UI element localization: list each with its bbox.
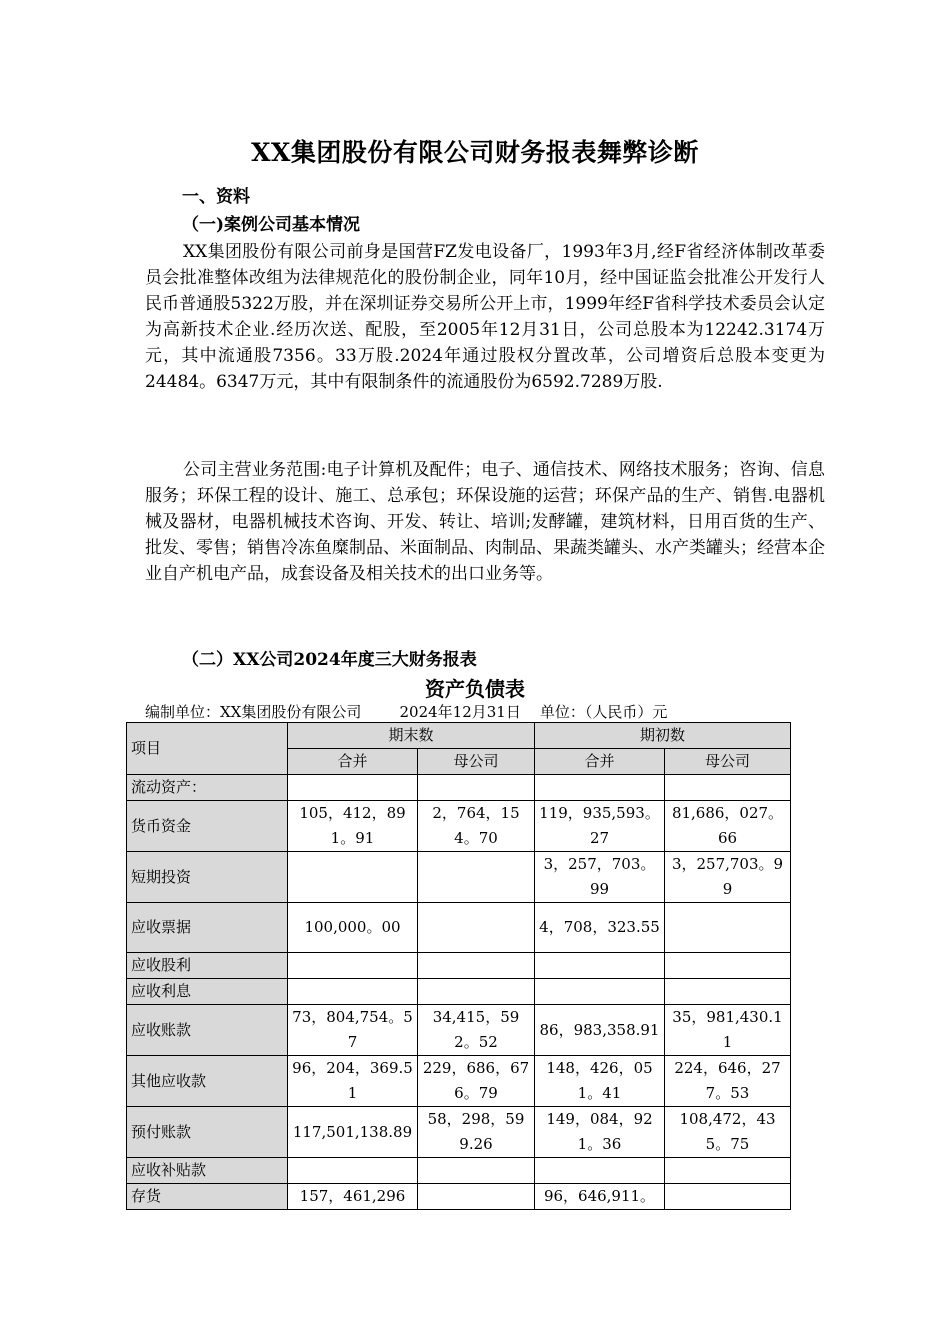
table-row — [127, 801, 791, 852]
cell-end-parent — [418, 852, 535, 903]
cell-begin-parent — [665, 979, 791, 1005]
header-period-begin: 期初数 — [535, 723, 791, 749]
cell-begin-parent — [665, 1184, 791, 1210]
cell-end-parent: 229，686，676。79 — [418, 1056, 535, 1107]
cell-end-parent — [418, 1184, 535, 1210]
cell-begin-parent — [665, 953, 791, 979]
cell-begin-consolidated — [535, 979, 665, 1005]
cell-end-consolidated: 100,000。00 — [288, 903, 418, 953]
row-label: 应收利息 — [127, 979, 288, 1005]
cell-begin-parent — [665, 903, 791, 953]
table-row — [127, 1107, 791, 1158]
cell-begin-consolidated: 86，983,358.91 — [535, 1005, 665, 1056]
cell-begin-parent — [665, 1158, 791, 1184]
table-header-row — [127, 723, 791, 749]
row-label: 流动资产： — [127, 775, 288, 801]
header-begin-parent: 母公司 — [665, 749, 791, 775]
row-label: 应收补贴款 — [127, 1158, 288, 1184]
table-row — [127, 953, 791, 979]
row-label: 短期投资 — [127, 852, 288, 903]
document-title: XX集团股份有限公司财务报表舞弊诊断 — [251, 138, 699, 167]
cell-begin-parent: 3，257,703。99 — [665, 852, 791, 903]
header-period-end: 期末数 — [288, 723, 535, 749]
cell-begin-consolidated — [535, 953, 665, 979]
balance-sheet-title: 资产负债表 — [425, 677, 525, 701]
section-heading-materials: 一、资料 — [182, 187, 250, 207]
cell-end-consolidated: 157，461,296 — [288, 1184, 418, 1210]
cell-end-parent: 34,415，592。52 — [418, 1005, 535, 1056]
cell-begin-consolidated: 148，426，051。41 — [535, 1056, 665, 1107]
cell-begin-parent — [665, 775, 791, 801]
header-end-parent: 母公司 — [418, 749, 535, 775]
row-label: 应收账款 — [127, 1005, 288, 1056]
cell-end-consolidated: 117,501,138.89 — [288, 1107, 418, 1158]
row-label: 存货 — [127, 1184, 288, 1210]
cell-end-parent — [418, 953, 535, 979]
table-row — [127, 979, 791, 1005]
company-history-paragraph: XX集团股份有限公司前身是国营FZ发电设备厂，1993年3月,经F省经济体制改革委员会批准整体改组为法律规范化的股份制企业，同年10月，经中国证监会批准公开发行人民币普通股5322万股，并在深圳证券交易所公开上市，1999年经F省科学技术委员会认定为高新技术企业.经历次送、配股，至2005年12月31日，公司总股本为12242.3174万元，其中流通股7356。33万股.2024年通过股权分置改革，公司增资后总股本变更为24484。6347万元，其中有限制条件的流通股份为6592.7289万股. — [145, 242, 825, 392]
cell-end-parent: 2，764，154。70 — [418, 801, 535, 852]
cell-end-parent — [418, 903, 535, 953]
table-row — [127, 1158, 791, 1184]
business-scope-paragraph: 公司主营业务范围:电子计算机及配件；电子、通信技术、网络技术服务；咨询、信息服务；环保工程的设计、施工、总承包；环保设施的运营；环保产品的生产、销售.电器机械及器材，电器机械技术咨询、开发、转让、培训;发酵罐，建筑材料，日用百货的生产、批发、零售；销售冷冻鱼糜制品、米面制品、肉制品、果蔬类罐头、水产类罐头；经营本企业自产机电产品，成套设备及相关技术的出口业务等。 — [145, 460, 825, 584]
table-row — [127, 1056, 791, 1107]
table-row — [127, 1005, 791, 1056]
cell-end-parent — [418, 775, 535, 801]
cell-begin-consolidated — [535, 1158, 665, 1184]
table-row — [127, 852, 791, 903]
cell-end-consolidated — [288, 1158, 418, 1184]
cell-begin-parent: 108,472，435。75 — [665, 1107, 791, 1158]
row-label: 预付账款 — [127, 1107, 288, 1158]
cell-begin-consolidated — [535, 775, 665, 801]
row-label: 其他应收款 — [127, 1056, 288, 1107]
header-begin-consolidated: 合并 — [535, 749, 665, 775]
cell-begin-consolidated: 96，646,911。 — [535, 1184, 665, 1210]
cell-begin-consolidated: 4，708，323.55 — [535, 903, 665, 953]
subsection-heading-financial-statements: （二）XX公司2024年度三大财务报表 — [182, 650, 477, 670]
balance-sheet-unit-line: 编制单位：XX集团股份有限公司 2024年12月31日 单位：（人民币）元 — [145, 703, 668, 721]
cell-begin-parent: 81,686，027。66 — [665, 801, 791, 852]
cell-end-parent: 58，298，599.26 — [418, 1107, 535, 1158]
cell-end-consolidated — [288, 852, 418, 903]
cell-end-parent — [418, 1158, 535, 1184]
header-end-consolidated: 合并 — [288, 749, 418, 775]
cell-end-consolidated: 96，204，369.51 — [288, 1056, 418, 1107]
header-item: 项目 — [127, 723, 288, 775]
cell-begin-consolidated: 119，935,593。27 — [535, 801, 665, 852]
cell-end-consolidated — [288, 979, 418, 1005]
row-label: 应收票据 — [127, 903, 288, 953]
cell-begin-parent: 224，646，277。53 — [665, 1056, 791, 1107]
cell-begin-consolidated: 149，084，921。36 — [535, 1107, 665, 1158]
row-label: 应收股利 — [127, 953, 288, 979]
cell-begin-consolidated: 3，257，703。99 — [535, 852, 665, 903]
cell-end-consolidated — [288, 953, 418, 979]
table-row — [127, 775, 791, 801]
table-row — [127, 1184, 791, 1210]
table-row — [127, 903, 791, 953]
cell-end-consolidated: 105，412，891。91 — [288, 801, 418, 852]
subsection-heading-company-info: （一)案例公司基本情况 — [182, 215, 361, 235]
cell-end-consolidated — [288, 775, 418, 801]
row-label: 货币资金 — [127, 801, 288, 852]
cell-begin-parent: 35，981,430.11 — [665, 1005, 791, 1056]
cell-end-consolidated: 73，804,754。57 — [288, 1005, 418, 1056]
balance-sheet-table — [126, 722, 791, 1210]
cell-end-parent — [418, 979, 535, 1005]
